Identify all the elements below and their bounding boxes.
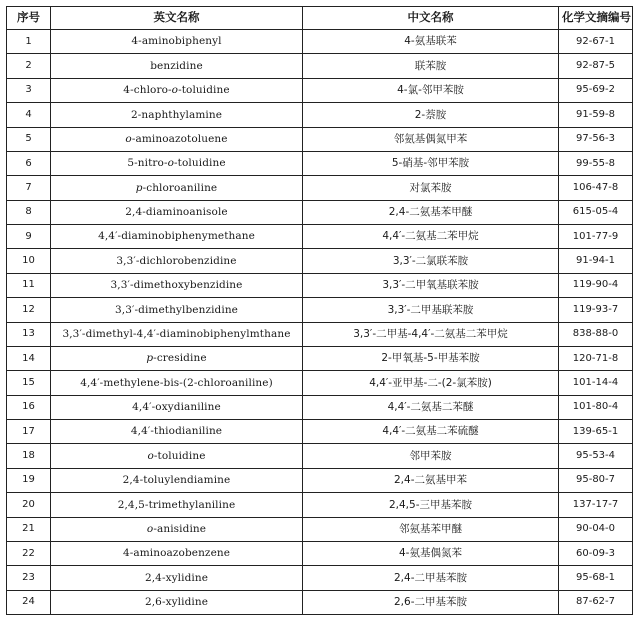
english-name-text: 3,3′-dimethylbenzidine (115, 303, 238, 316)
cell-cas-number: 90-04-0 (559, 517, 633, 541)
cell-chinese-name: 3,3′-二甲基-4,4′-二氨基二苯甲烷 (303, 322, 559, 346)
english-name-text: -toluidine (178, 84, 230, 97)
cell-cas-number: 119-90-4 (559, 273, 633, 297)
cell-english-name (51, 298, 303, 322)
table-row (7, 371, 633, 395)
cell-serial-number: 24 (7, 590, 51, 614)
cell-chinese-name: 4,4′-二氨基二苯醚 (303, 395, 559, 419)
cell-cas-number: 120-71-8 (559, 346, 633, 370)
english-name-italic-locant: o (167, 157, 175, 170)
cell-cas-number: 838-88-0 (559, 322, 633, 346)
cell-serial-number: 15 (7, 371, 51, 395)
english-name-text: 2,4,5-trimethylaniline (117, 498, 236, 511)
cell-serial-number: 22 (7, 541, 51, 565)
english-name-text: 2,4-diaminoanisole (125, 206, 228, 219)
english-name-text: 2-naphthylamine (130, 108, 223, 121)
table-row (7, 493, 633, 517)
cell-english-name (51, 273, 303, 297)
cell-cas-number: 91-94-1 (559, 249, 633, 273)
english-name-text: -toluidine (153, 449, 206, 462)
header-cas-number: 化学文摘编号 (559, 7, 633, 30)
cell-english-name (51, 444, 303, 468)
cell-english-name (51, 200, 303, 224)
cell-english-name (51, 127, 303, 151)
english-name-text: 2,6-xylidine (144, 596, 209, 609)
header-chinese-name: 中文名称 (303, 7, 559, 30)
table-row (7, 420, 633, 444)
cell-serial-number: 7 (7, 176, 51, 200)
cell-cas-number: 92-87-5 (559, 54, 633, 78)
cell-cas-number: 91-59-8 (559, 103, 633, 127)
english-name-text: 4-aminoazobenzene (122, 547, 231, 560)
cell-serial-number: 9 (7, 225, 51, 249)
cell-chinese-name: 邻氨基苯甲醚 (303, 517, 559, 541)
cell-cas-number: 95-80-7 (559, 468, 633, 492)
cell-cas-number: 101-77-9 (559, 225, 633, 249)
cell-chinese-name: 4,4′-亚甲基-二-(2-氯苯胺) (303, 371, 559, 395)
english-name-text: 3,3′-dichlorobenzidine (116, 254, 237, 267)
english-name-italic-locant: o (125, 132, 132, 145)
table-row (7, 30, 633, 54)
cell-chinese-name: 2-甲氧基-5-甲基苯胺 (303, 346, 559, 370)
cell-cas-number: 95-68-1 (559, 566, 633, 590)
english-name-text: benzidine (150, 59, 203, 72)
cell-serial-number: 1 (7, 30, 51, 54)
english-name-italic-locant: p (146, 352, 154, 365)
table-row (7, 127, 633, 151)
cell-serial-number: 12 (7, 298, 51, 322)
table-row (7, 249, 633, 273)
cell-serial-number: 17 (7, 420, 51, 444)
cell-english-name (51, 225, 303, 249)
table-row (7, 273, 633, 297)
cell-chinese-name: 邻氨基偶氮甲苯 (303, 127, 559, 151)
english-name-text: 4-aminobiphenyl (131, 35, 222, 48)
cell-chinese-name: 联苯胺 (303, 54, 559, 78)
cell-chinese-name: 邻甲苯胺 (303, 444, 559, 468)
header-english-name: 英文名称 (51, 7, 303, 30)
cell-chinese-name: 2,4-二甲基苯胺 (303, 566, 559, 590)
table-row (7, 590, 633, 614)
cell-english-name (51, 54, 303, 78)
cell-cas-number: 615-05-4 (559, 200, 633, 224)
cell-serial-number: 20 (7, 493, 51, 517)
table-row (7, 517, 633, 541)
cell-english-name (51, 420, 303, 444)
english-name-italic-locant: o (146, 522, 154, 535)
english-name-text: 2,4-toluylendiamine (122, 474, 231, 487)
cell-cas-number: 99-55-8 (559, 151, 633, 175)
cell-chinese-name: 2,4,5-三甲基苯胺 (303, 493, 559, 517)
cell-english-name (51, 590, 303, 614)
cell-chinese-name: 5-硝基-邻甲苯胺 (303, 151, 559, 175)
cell-english-name (51, 322, 303, 346)
english-name-text: -aminoazotoluene (131, 132, 228, 145)
cell-english-name (51, 103, 303, 127)
table-row (7, 225, 633, 249)
english-name-text: 4,4′-diaminobiphenymethane (98, 230, 255, 243)
cell-serial-number: 8 (7, 200, 51, 224)
cell-serial-number: 19 (7, 468, 51, 492)
cell-serial-number: 4 (7, 103, 51, 127)
cell-english-name (51, 541, 303, 565)
cell-chinese-name: 4,4′-二氨基二苯硫醚 (303, 420, 559, 444)
cell-cas-number: 97-56-3 (559, 127, 633, 151)
cell-english-name (51, 468, 303, 492)
english-name-prefix: 4-chloro- (123, 84, 172, 97)
cell-english-name (51, 78, 303, 102)
cell-cas-number: 95-53-4 (559, 444, 633, 468)
cell-english-name (51, 176, 303, 200)
cell-serial-number: 18 (7, 444, 51, 468)
english-name-italic-locant: p (135, 181, 143, 194)
cell-cas-number: 95-69-2 (559, 78, 633, 102)
cell-chinese-name: 4-氨基偶氮苯 (303, 541, 559, 565)
header-row (7, 7, 633, 30)
english-name-text: -chloroaniline (142, 181, 218, 194)
cell-serial-number: 23 (7, 566, 51, 590)
cell-english-name (51, 493, 303, 517)
table-header (7, 7, 633, 30)
header-serial-number: 序号 (7, 7, 51, 30)
cell-serial-number: 2 (7, 54, 51, 78)
cell-chinese-name: 3,3′-二氯联苯胺 (303, 249, 559, 273)
cell-english-name (51, 249, 303, 273)
english-name-text: 4,4′-oxydianiline (132, 401, 221, 414)
cell-chinese-name: 2,4-二氨基甲苯 (303, 468, 559, 492)
cell-serial-number: 3 (7, 78, 51, 102)
table-row (7, 298, 633, 322)
cell-cas-number: 92-67-1 (559, 30, 633, 54)
table-body (7, 30, 633, 615)
aromatic-amines-table (6, 6, 633, 615)
cell-english-name (51, 371, 303, 395)
cell-serial-number: 13 (7, 322, 51, 346)
cell-cas-number: 119-93-7 (559, 298, 633, 322)
cell-cas-number: 137-17-7 (559, 493, 633, 517)
cell-chinese-name: 2-萘胺 (303, 103, 559, 127)
english-name-text: -cresidine (153, 352, 207, 365)
english-name-prefix: 5-nitro- (127, 157, 168, 170)
cell-english-name (51, 151, 303, 175)
english-name-text: 2,4-xylidine (144, 571, 209, 584)
table-row (7, 346, 633, 370)
cell-serial-number: 16 (7, 395, 51, 419)
cell-chinese-name: 2,4-二氨基苯甲醚 (303, 200, 559, 224)
cell-cas-number: 106-47-8 (559, 176, 633, 200)
cell-cas-number: 139-65-1 (559, 420, 633, 444)
cell-english-name (51, 395, 303, 419)
cell-chinese-name: 4-氨基联苯 (303, 30, 559, 54)
english-name-text: 4,4′-thiodianiline (130, 425, 223, 438)
english-name-text: 4,4′-methylene-bis-(2-chloroaniline) (80, 376, 273, 389)
english-name-text: -anisidine (153, 522, 207, 535)
cell-serial-number: 5 (7, 127, 51, 151)
cell-serial-number: 11 (7, 273, 51, 297)
cell-serial-number: 21 (7, 517, 51, 541)
cell-cas-number: 87-62-7 (559, 590, 633, 614)
english-name-text: 3,3′-dimethoxybenzidine (110, 279, 243, 292)
table-row (7, 566, 633, 590)
table-row (7, 176, 633, 200)
table-row (7, 444, 633, 468)
cell-chinese-name: 2,6-二甲基苯胺 (303, 590, 559, 614)
cell-serial-number: 14 (7, 346, 51, 370)
table-row (7, 541, 633, 565)
cell-english-name (51, 30, 303, 54)
table-row (7, 468, 633, 492)
cell-serial-number: 10 (7, 249, 51, 273)
english-name-text: -toluidine (174, 157, 226, 170)
cell-cas-number: 101-80-4 (559, 395, 633, 419)
table-row (7, 54, 633, 78)
cell-english-name (51, 566, 303, 590)
english-name-italic-locant: o (147, 449, 154, 462)
table-row (7, 395, 633, 419)
table-row (7, 103, 633, 127)
cell-chinese-name: 4-氯-邻甲苯胺 (303, 78, 559, 102)
cell-chinese-name: 4,4′-二氨基二苯甲烷 (303, 225, 559, 249)
cell-chinese-name: 3,3′-二甲基联苯胺 (303, 298, 559, 322)
amine-table-container (6, 6, 632, 615)
cell-cas-number: 101-14-4 (559, 371, 633, 395)
table-row (7, 322, 633, 346)
table-row (7, 200, 633, 224)
cell-chinese-name: 3,3′-二甲氧基联苯胺 (303, 273, 559, 297)
english-name-italic-locant: o (171, 84, 179, 97)
cell-cas-number: 60-09-3 (559, 541, 633, 565)
table-row (7, 151, 633, 175)
cell-serial-number: 6 (7, 151, 51, 175)
cell-english-name (51, 517, 303, 541)
english-name-text: 3,3′-dimethyl-4,4′-diaminobiphenylmthane (62, 327, 291, 340)
cell-english-name (51, 346, 303, 370)
table-row (7, 78, 633, 102)
cell-chinese-name: 对氯苯胺 (303, 176, 559, 200)
